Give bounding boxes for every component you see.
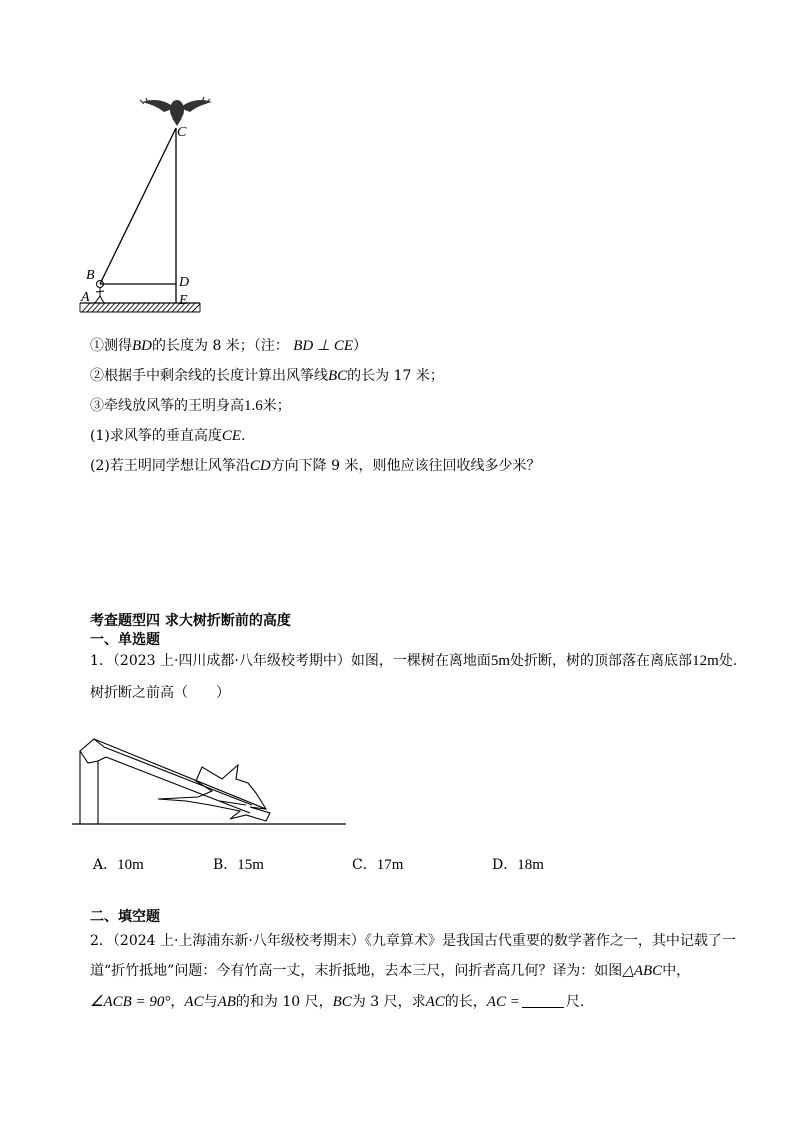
option-c[interactable]: C．17m bbox=[352, 857, 404, 873]
section-title: 考查题型四 求大树折断前的高度 bbox=[90, 613, 291, 629]
label-d: D bbox=[179, 275, 190, 290]
tree-fallen-top bbox=[94, 739, 270, 821]
question-2: (2)若王明同学想让风筝沿CD方向下降 9 米，则他应该往回收线多少米？ bbox=[90, 458, 541, 474]
option-b[interactable]: B．15m bbox=[213, 857, 264, 873]
person-body bbox=[95, 288, 104, 303]
broken-tree-figure bbox=[70, 733, 350, 828]
option-d[interactable]: D．18m bbox=[492, 857, 544, 873]
label-a: A bbox=[81, 290, 90, 305]
label-b: B bbox=[86, 268, 95, 283]
problem-1-line-2: 树折断之前高（ ） bbox=[90, 685, 230, 701]
problem-2-line-1: 2．（2024 上·上海浦东新·八年级校考期末）《九章算术》是我国古代重要的数学著作之一，其中记载了一 bbox=[90, 933, 736, 949]
problem-2-line-2: 道“折竹抵地”问题：今有竹高一丈，末折抵地，去本三尺，问折者高几何？译为：如图△ABC中， bbox=[90, 963, 691, 979]
condition-2: ②根据手中剩余线的长度计算出风筝线BC的长为 17 米； bbox=[90, 368, 444, 384]
subsection-single-choice: 一、单选题 bbox=[90, 632, 160, 648]
condition-3: ③牵线放风筝的王明身高1.6米； bbox=[90, 398, 291, 414]
eagle-icon bbox=[140, 97, 212, 126]
subsection-fill-blank: 二、填空题 bbox=[90, 909, 160, 925]
question-1: (1)求风筝的垂直高度CE. bbox=[90, 428, 246, 444]
problem-1-line-1: 1．（2023 上·四川成都·八年级校考期中）如图，一棵树在离地面5m处折断，树的顶部落在离底部12m处. bbox=[90, 653, 738, 669]
line-bc bbox=[100, 128, 176, 284]
condition-1: ①测得BD的长度为 8 米；（注： BD ⊥ CE） bbox=[90, 338, 367, 354]
kite-figure bbox=[70, 90, 220, 322]
tree-trunk bbox=[80, 739, 106, 824]
answer-blank[interactable] bbox=[522, 1007, 564, 1008]
label-c: C bbox=[177, 125, 187, 140]
option-a[interactable]: A．10m bbox=[93, 857, 144, 873]
label-e: E bbox=[179, 293, 188, 308]
problem-2-line-3: ∠ACB = 90°，AC与AB的和为 10 尺，BC为 3 尺，求AC的长，AC = 尺. bbox=[90, 994, 585, 1010]
